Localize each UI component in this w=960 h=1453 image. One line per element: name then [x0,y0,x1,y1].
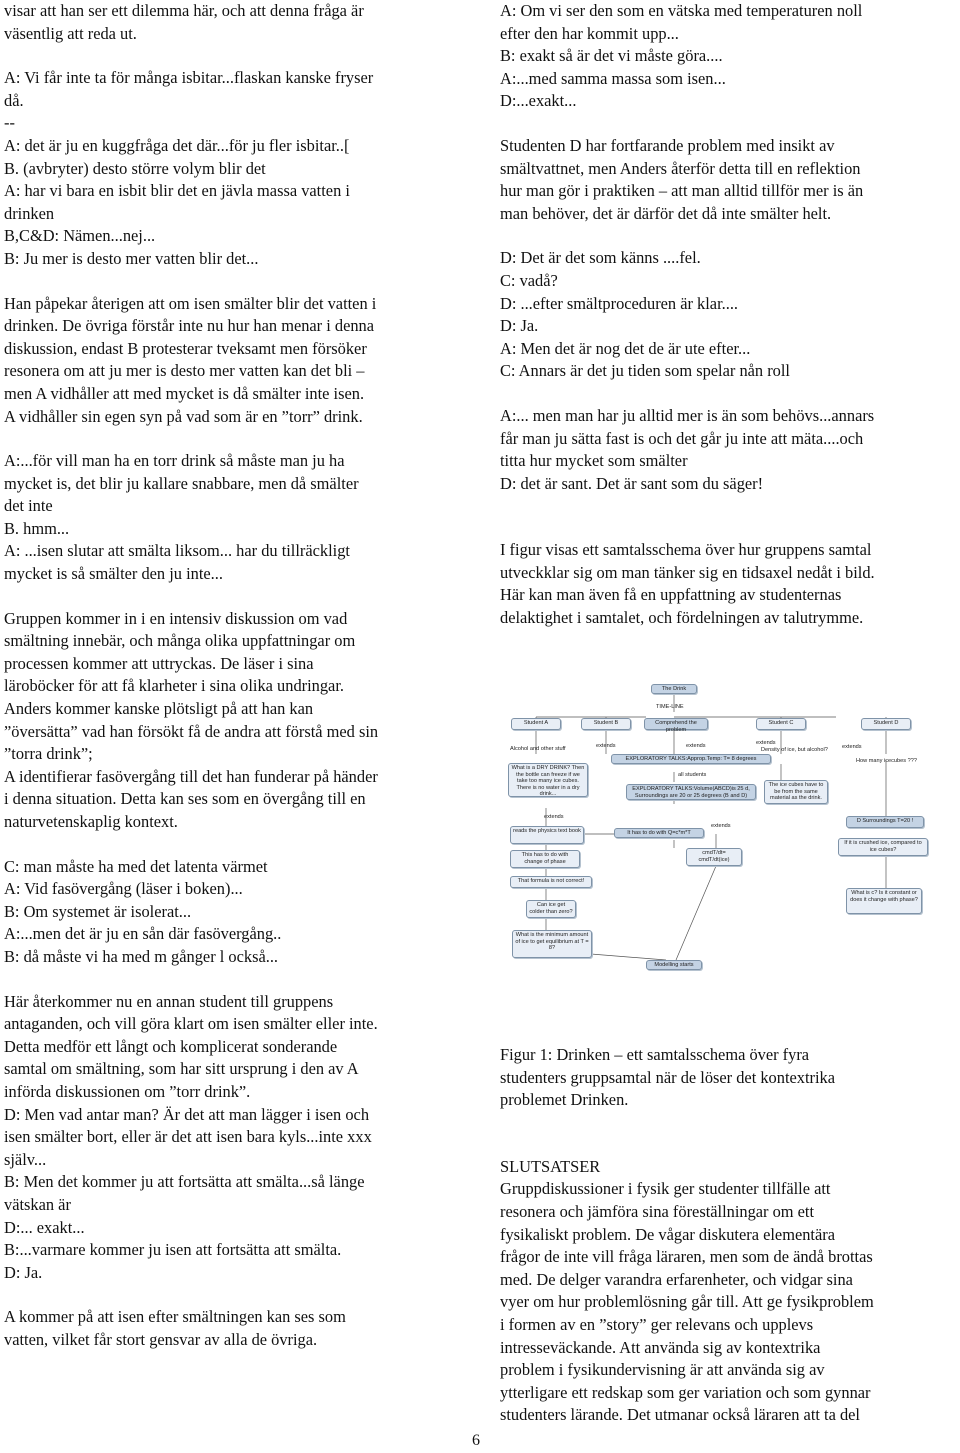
text-line: B: Om systemet är isolerat... [4,901,192,921]
text-line: men A vidhåller att med mycket is då smälter inte isen. [4,383,365,403]
node-comprehend: Comprehend the problem [644,718,708,730]
text-line: resonera och jämföra sina föreställningar om ett [500,1201,815,1221]
text-line: införda diskussionen om ”torr drink”. [4,1081,251,1101]
text-line: D: ...efter smältproceduren är klar.... [500,293,739,313]
text-line: mycket is, det blir ju kallare snabbare, men då smälter [4,473,359,493]
text-line: delaktighet i samtalet, och fördelningen av talutrymme. [500,608,864,628]
node-what-is-c: What is c? Is it constant or does it change with phase? [846,888,922,914]
node-the-drink: The Drink [651,684,697,694]
text-line: fysikaliskt problem. De vågar diskutera elementära [500,1224,835,1244]
node-student-b: Student B [581,718,631,730]
text-paragraph [4,991,456,1285]
label-extends: extends [711,823,731,829]
text-line: D: det är sant. Det är sant som du säger! [500,473,764,493]
text-line: I figur visas ett samtalsschema över hur gruppens samtal [500,540,872,560]
paragraph-gap [500,517,956,539]
text-paragraph [4,856,456,969]
text-line: mycket is så smälter den ju inte... [4,564,223,584]
text-line: resonera om att ju mer is desto mer vatten kan det bli – [4,361,365,381]
text-line: intresseväckande. Att använda sig av kontextrika [500,1337,821,1357]
node-colder-zero: Can ice get colder than zero? [526,900,576,918]
text-line: D: Ja. [4,1262,43,1282]
label-extends: extends [596,743,616,749]
text-line: C: man måste ha med det latenta värmet [4,856,268,876]
text-line: D: Men vad antar man? Är det att man lägger i isen och [4,1104,370,1124]
text-line: A: Vid fasövergång (läser i boken)... [4,879,243,899]
text-line: väsentlig att reda ut. [4,23,137,43]
text-line: Gruppdiskussioner i fysik ger studenter tillfälle att [500,1179,831,1199]
text-paragraph [500,0,956,113]
text-line: A: Vi får inte ta för många isbitar...flaskan kanske fryser [4,68,374,88]
node-reads: reads the physics text book [510,826,584,844]
text-line: Gruppen kommer in i en intensiv diskussion om vad [4,608,348,628]
text-line: titta hur mycket som smälter [500,451,688,471]
node-dry-drink: What is a DRY DRINK? Then the bottle can freeze if we take too many ice cubes. There is no water in a dry drink... [508,763,588,797]
text-line: hur man gör i praktiken – att man alltid tillför mer is än [500,181,864,201]
paragraph-gap [4,586,456,608]
text-line: läroböcker för att få klarheter i sina olika undringar. [4,676,344,696]
text-line: A kommer på att isen efter smältningen kan ses som [4,1307,346,1327]
text-line: A identifierar fasövergång till det han funderar på händer [4,766,378,786]
node-d-surroundings: D Surroundings T=20 ! [846,816,924,828]
node-modelling: Modelling starts [646,960,702,970]
text-line: efter den har kommit upp... [500,23,679,43]
text-paragraph [500,1044,956,1112]
text-paragraph [4,135,456,271]
node-exploratory-2: EXPLORATORY TALKS:Volume(ABCD)is 25 d, Surroundings are 20 or 25 degrees (B and D) [626,784,756,800]
node-phase-change: This has to do with change of phase [510,850,580,868]
text-line: B. hmm... [4,518,70,538]
text-line: D: Ja. [500,316,539,336]
text-line: B. (avbryter) desto större volym blir det [4,158,266,178]
paragraph-gap [500,225,956,247]
text-line: antaganden, och vill göra klart om isen smälter eller inte. [4,1014,378,1034]
text-line: frågor de inte vill fråga läraren, men som de ändå brottas [500,1247,873,1267]
paragraph-gap [4,834,456,856]
text-line: problem i fysikundervisning är att använda sig av [500,1360,825,1380]
text-line: B: då måste vi ha med m gånger l också... [4,946,279,966]
text-line: A: har vi bara en isbit blir det en jävla massa vatten i [4,181,350,201]
text-line: problemet Drinken. [500,1090,629,1110]
text-line: ”översätta” vad han försökt få de andra att förstå med sin [4,721,379,741]
text-line: A:... men man har ju alltid mer is än som behövs...annars [500,405,875,425]
text-line: Detta medför ett långt och komplicerat sonderande [4,1036,338,1056]
node-student-c: Student C [756,718,806,730]
text-line: det inte [4,496,53,516]
text-line: vyer om hur problemlösning går till. Att ge fysikproblem [500,1292,874,1312]
paragraph-gap [500,113,956,135]
label-extends: extends [686,743,706,749]
text-line: A: Men det är nog det de är ute efter... [500,338,751,358]
node-ice-cubes-same: The ice cubes have to be from the same material as the drink. [764,780,828,804]
label-extends: extends [842,744,862,750]
text-paragraph [4,1306,456,1351]
node-student-a: Student A [511,718,561,730]
node-student-d: Student D [861,718,911,730]
right-column [500,0,956,630]
text-line: D:...exakt... [500,91,577,111]
timeline-label: TIME-LINE [656,704,684,710]
node-crushed: If it is crushed ice, compared to ice cubes? [838,838,928,856]
text-paragraph [4,67,456,112]
text-line: ytterligare ett redskap som ger variation och som gynnar [500,1382,871,1402]
text-line: studenters gruppsamtal när de löser det kontextrika [500,1067,835,1087]
text-line: vätskan är [4,1194,71,1214]
text-line: vatten, vilket får stort gensvar av alla de övriga. [4,1329,318,1349]
text-line: -- [4,113,15,133]
text-line: A: ...isen slutar att smälta liksom... har du tillräckligt [4,541,350,561]
text-line: B:...varmare kommer ju isen att fortsätta att smälta. [4,1240,342,1260]
page-number: 6 [472,1432,480,1449]
text-line: A vidhåller sin egen syn på vad som är en ”torr” drink. [4,406,363,426]
paragraph-gap [500,1134,956,1156]
text-line: drinken. De övriga förstår inte nu hur han menar i denna [4,316,375,336]
text-line: Här kan man även få en uppfattning av studenternas [500,585,842,605]
text-line: B: Ju mer is desto mer vatten blir det... [4,248,259,268]
label-density: Density of ice, but alcohol? [761,747,828,753]
text-line: isen smälter bort, eller är det att isen bara kyls...inte xxx [4,1127,372,1147]
text-line: i denna situation. Detta kan ses som en övergång till en [4,789,366,809]
text-line: A:...för vill man ha en torr drink så måste man ju ha [4,451,345,471]
paragraph-gap [4,969,456,991]
text-line: då. [4,90,24,110]
text-line: drinken [4,203,55,223]
text-line: studenters lärande. Det utmanar också läraren att ta del [500,1405,860,1425]
text-line: B: Men det kommer ju att fortsätta att smälta...så länge [4,1172,365,1192]
paragraph-gap [4,1284,456,1306]
text-paragraph [4,0,456,45]
text-line: D: Det är det som känns ....fel. [500,248,701,268]
node-q-formula: It has to do with Q=c*m*T [614,828,704,838]
text-paragraph [500,135,956,225]
text-paragraph [500,1156,956,1427]
text-line: man behöver, det är därför det då inte smälter helt. [500,203,832,223]
text-line: Anders kommer kanske plötsligt på att han kan [4,699,314,719]
text-line: Figur 1: Drinken – ett samtalsschema över fyra [500,1045,810,1064]
text-line: med. De delger varandra erfarenheter, och vidgar sina [500,1269,853,1289]
text-line: B: exakt så är det vi måste göra.... [500,46,723,66]
label-extends: extends [756,740,776,746]
text-line: Studenten D har fortfarande problem med insikt av [500,135,835,155]
text-paragraph [4,608,456,834]
text-line: A: Om vi ser den som en vätska med temperaturen noll [500,1,863,20]
text-line: i formen av en ”story” ger relevans och upplevs [500,1314,814,1334]
text-line: C: Annars är det ju tiden som spelar nån roll [500,361,790,381]
node-exploratory-1: EXPLORATORY TALKS:Approp.Temp: T= 8 degrees [611,754,771,764]
text-line: utveckklar sig om man tänker sig en tidsaxel nedåt i bild. [500,562,875,582]
label-extends: extends [544,814,564,820]
text-paragraph [500,247,956,383]
text-line: B,C&D: Nämen...nej... [4,226,156,246]
paragraph-gap [4,428,456,450]
label-alcohol: Alcohol and other stuff [510,746,566,752]
text-line: A:...med samma massa som isen... [500,68,726,88]
text-line: naturvetenskaplig kontext. [4,812,178,831]
text-paragraph [4,450,456,586]
paragraph-gap [500,383,956,405]
node-cmdt: cmdT/dt= cmdT/dt(ice) [686,848,742,866]
paragraph-gap [4,271,456,293]
text-line: Här återkommer nu en annan student till gruppens [4,991,334,1011]
paragraph-gap [500,495,956,517]
concept-map-diagram [506,668,946,973]
text-line: SLUTSATSER [500,1156,601,1176]
right-column-lower [500,1044,956,1427]
text-line: C: vadå? [500,270,558,290]
label-all-students: all students [678,772,707,778]
text-line: Han påpekar återigen att om isen smälter blir det vatten i [4,293,377,313]
text-line: får man ju sätta fast is och det går ju inte att mäta....och [500,428,864,448]
text-line: smältvattnet, men Anders återför detta till en reflektion [500,158,861,178]
text-line: smältning innebär, och många olika uppfattningar om [4,631,356,651]
label-how-many: How many icecubes ??? [856,758,917,764]
node-minimum: What is the minimum amount of ice to get equilibrium at T = 8? [512,930,592,958]
left-column [4,0,456,1351]
text-line: själv... [4,1149,47,1169]
text-line: D:... exakt... [4,1217,85,1237]
text-line: diskussion, endast B protesterar tveksamt men försöker [4,338,367,358]
text-paragraph [500,539,956,629]
text-paragraph [4,293,456,429]
node-formula-correct: That formula is not correct! [510,876,592,888]
text-paragraph [500,405,956,495]
paragraph-gap [500,1112,956,1134]
paragraph-gap [4,45,456,67]
text-line: processen kommer att uttryckas. De läser i sina [4,653,314,673]
text-line: A:...men det är ju en sån där fasövergång.. [4,924,282,944]
text-line: visar att han ser ett dilemma här, och att denna fråga är [4,1,364,20]
text-line: samtal om smältning, som har sitt ursprung i den av A [4,1059,359,1079]
text-line: ”torra drink”; [4,744,93,764]
text-line: A: det är ju en kuggfråga det där...för ju fler isbitar..[ [4,135,350,155]
text-paragraph [4,112,456,135]
